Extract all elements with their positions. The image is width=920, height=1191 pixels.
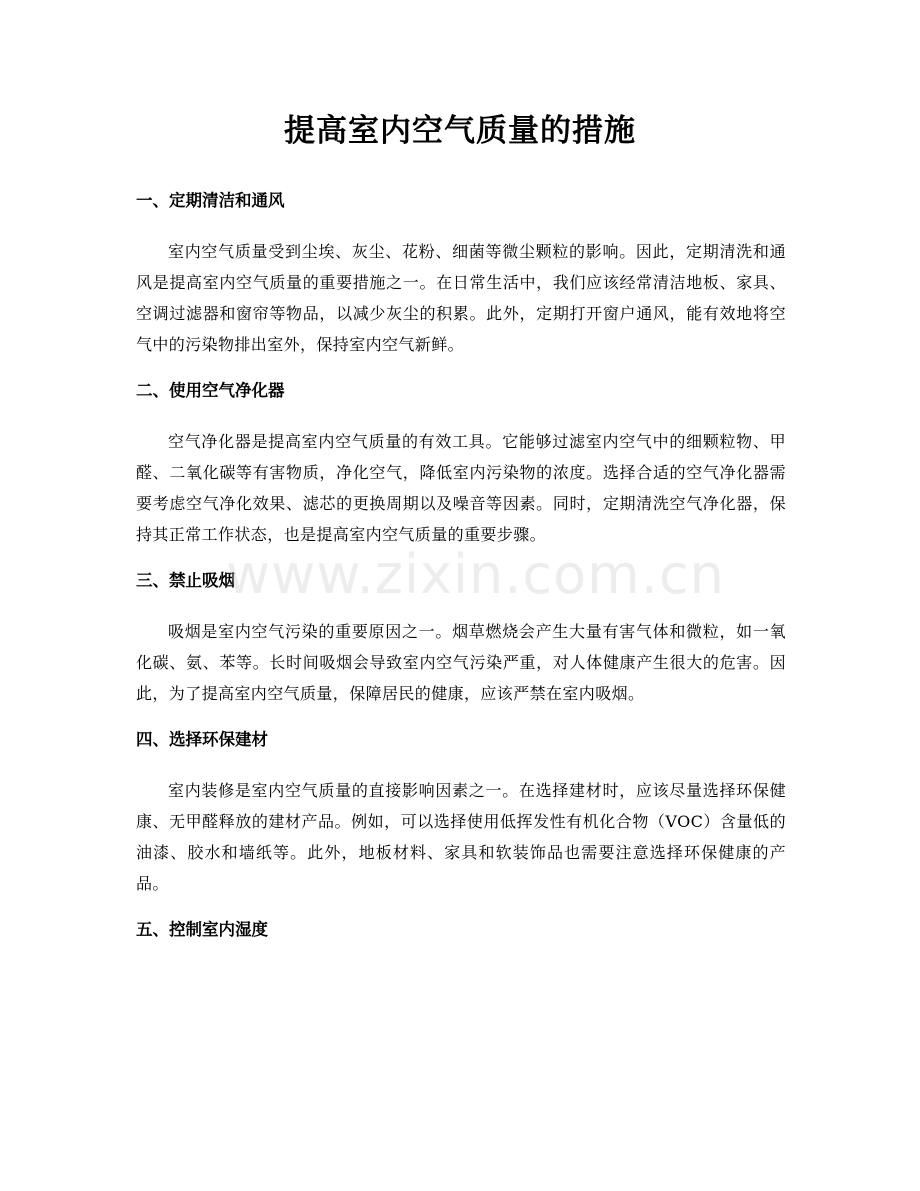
section-heading: 五、控制室内湿度 [136,920,268,939]
section-paragraph: 空气净化器是提高室内空气质量的有效工具。它能够过滤室内空气中的细颗粒物、甲醛、二氧化碳等有害物质，净化空气，降低室内污染物的浓度。选择合适的空气净化器需要考虑空气净化效果、滤芯的更换周期以及噪音等因素。同时，定期清洗空气净化器，保持其正常工作状态，也是提高室内空气质量的重要步骤。 [136,432,786,544]
document-content [136,186,786,945]
section-heading: 四、选择环保建材 [136,730,268,749]
section-paragraph: 室内装修是室内空气质量的直接影响因素之一。在选择建材时，应该尽量选择环保健康、无甲醛释放的建材产品。例如，可以选择使用低挥发性有机化合物（VOC）含量低的油漆、胶水和墙纸等。此外，地板材料、家具和软装饰品也需要注意选择环保健康的产品。 [136,781,786,893]
section-heading: 一、定期清洁和通风 [136,191,285,210]
section-heading: 三、禁止吸烟 [136,571,235,590]
section-air-purifier [136,376,786,550]
watermark: www.zixin.com.cn [226,543,725,606]
section-no-smoking [136,566,786,709]
section-cleaning-ventilation [136,186,786,360]
document-title: 提高室内空气质量的措施 [284,113,636,149]
section-paragraph: 吸烟是室内空气污染的重要原因之一。烟草燃烧会产生大量有害气体和微粒，如一氧化碳、氨、苯等。长时间吸烟会导致室内空气污染严重，对人体健康产生很大的危害。因此，为了提高室内空气质量，保障居民的健康，应该严禁在室内吸烟。 [136,622,786,703]
section-paragraph: 室内空气质量受到尘埃、灰尘、花粉、细菌等微尘颗粒的影响。因此，定期清洗和通风是提高室内空气质量的重要措施之一。在日常生活中，我们应该经常清洁地板、家具、空调过滤器和窗帘等物品，以减少灰尘的积累。此外，定期打开窗户通风，能有效地将空气中的污染物排出室外，保持室内空气新鲜。 [136,242,786,354]
section-humidity-control [136,915,786,945]
section-eco-materials [136,725,786,899]
section-heading: 二、使用空气净化器 [136,381,285,400]
